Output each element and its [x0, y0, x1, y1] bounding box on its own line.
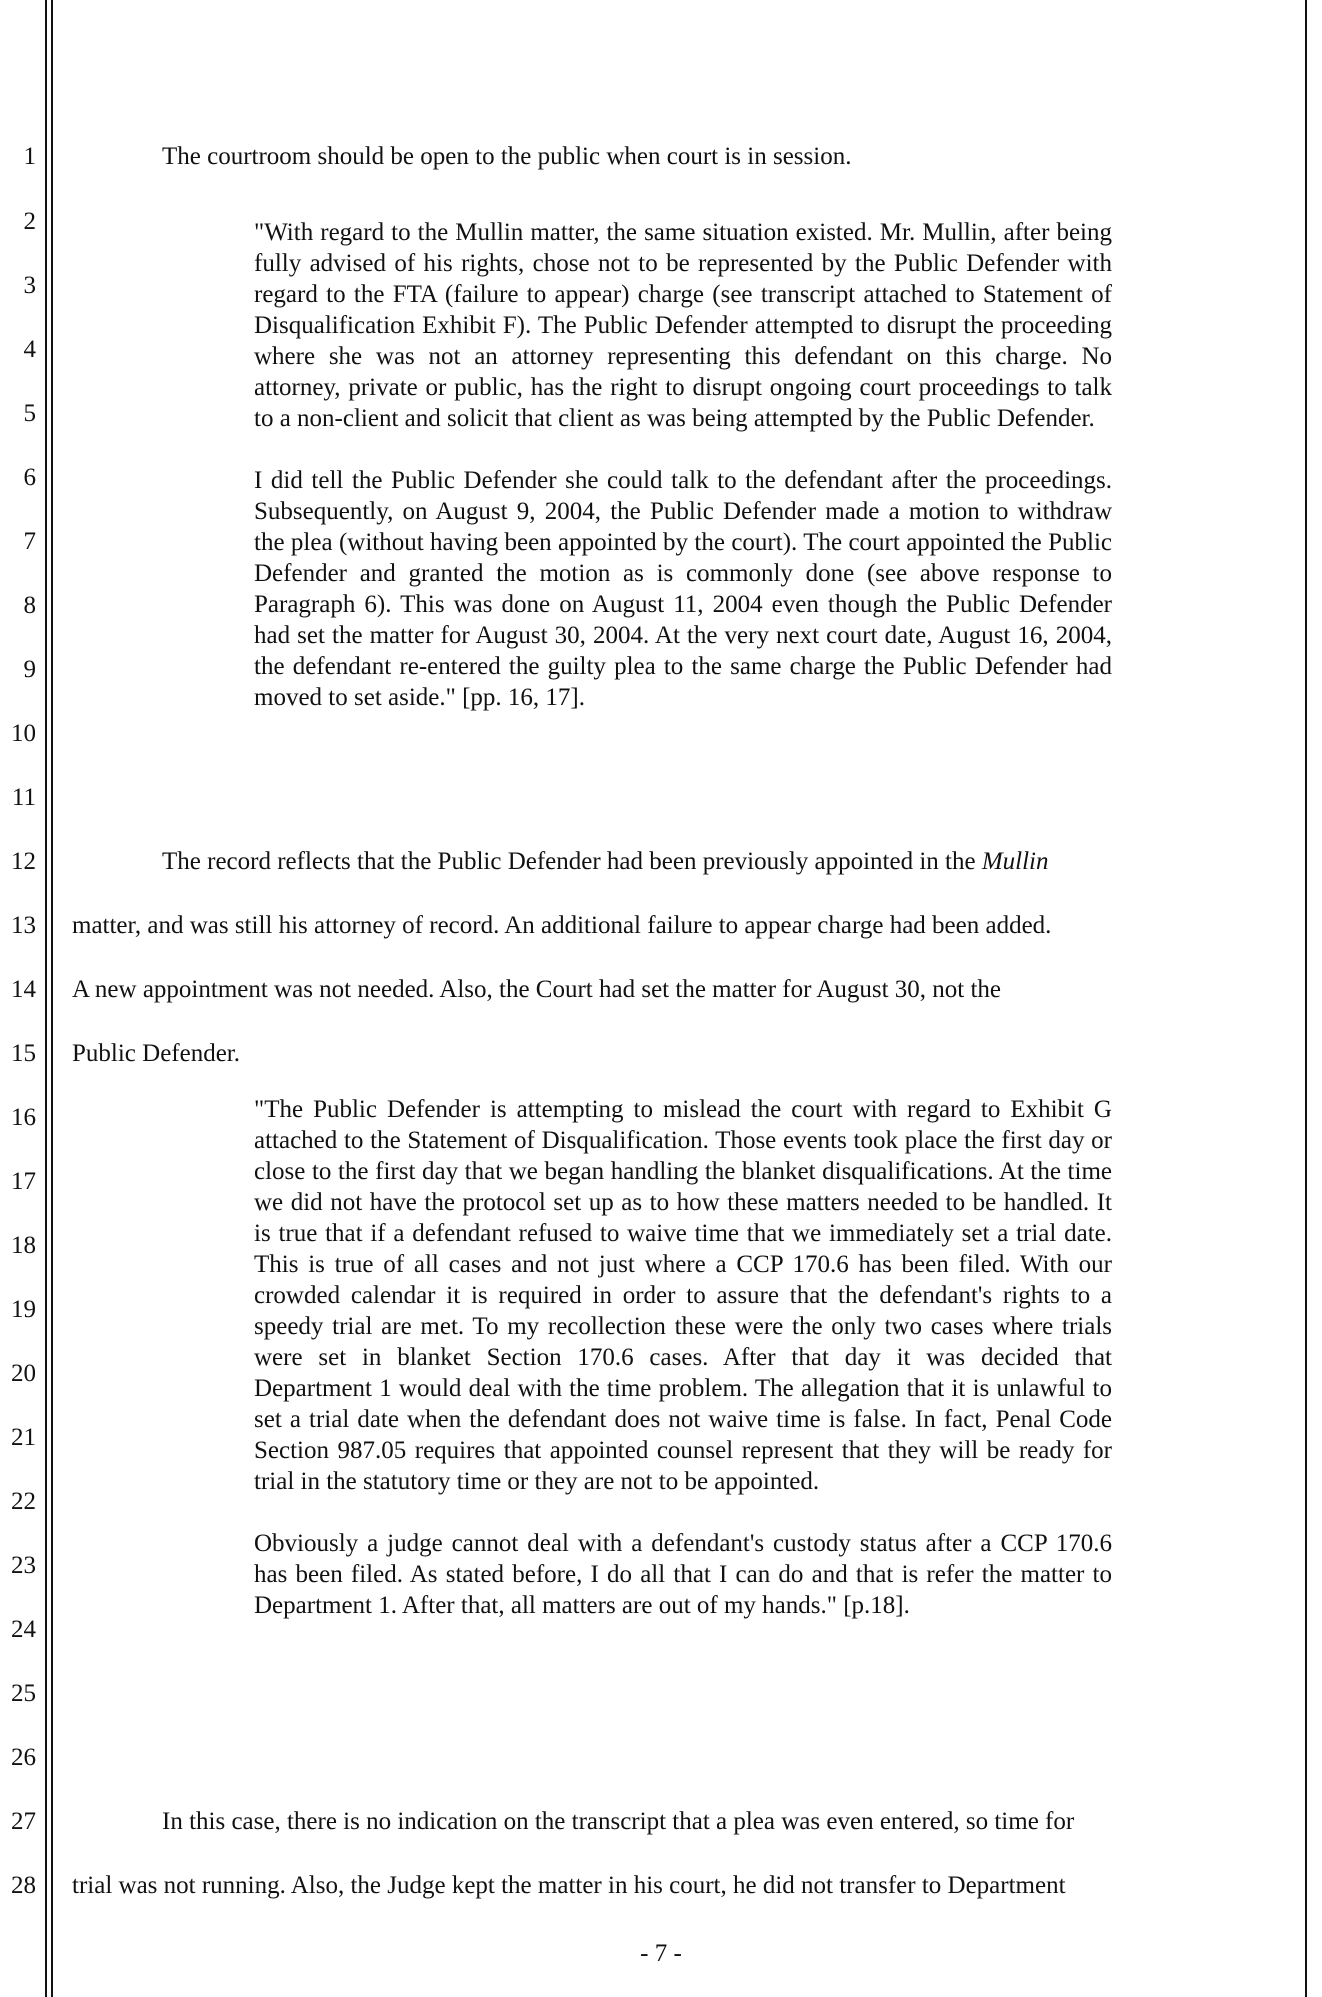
line-number: 13 [11, 912, 36, 939]
line-number: 4 [23, 336, 36, 363]
block-quote-exhibit-g [254, 1094, 1112, 1621]
quote-paragraph: "With regard to the Mullin matter, the same situation existed. Mr. Mullin, after being fully advised of his rights, chose not to be represented by the Public Defender with regard to the FTA (failure to appear) charge (see transcript attached to Statement of Disqualification Exhibit F). The Public Defender attempted to disrupt the proceeding where she was not an attorney representing this defendant on this charge. No attorney, private or public, has the right to disrupt ongoing court proceedings to talk to a non-client and solicit that client as was being attempted by the Public Defender. [254, 219, 1112, 432]
line-number: 9 [23, 656, 36, 683]
line-number: 10 [11, 720, 36, 747]
line-number: 6 [23, 464, 36, 491]
line-number: 23 [11, 1552, 36, 1579]
line-number: 25 [11, 1680, 36, 1707]
line-number: 22 [11, 1488, 36, 1515]
page-number: - 7 - [640, 1940, 682, 1967]
paragraph-transcript-line-1: In this case, there is no indication on the transcript that a plea was even entered, so time for [162, 1808, 1075, 1835]
case-name-italic: Mullin [981, 848, 1049, 875]
left-margin-rule-inner [51, 0, 53, 1997]
line-number: 20 [11, 1360, 36, 1387]
line-number: 3 [23, 272, 36, 299]
left-margin-rule [45, 0, 47, 1997]
line-number: 8 [23, 592, 36, 619]
paragraph-record-line-1 [72, 848, 1322, 876]
line-number: 21 [11, 1424, 36, 1451]
paragraph-transcript-line-2: trial was not running. Also, the Judge kept the matter in his court, he did not transfer to Department [72, 1872, 1066, 1899]
line-number: 2 [23, 208, 36, 235]
paragraph-record-line-2: matter, and was still his attorney of record. An additional failure to appear charge had been added. [72, 912, 1052, 939]
line-number: 1 [23, 143, 36, 170]
right-margin-rule [1305, 0, 1307, 1997]
line-number: 11 [11, 784, 36, 811]
line-number: 16 [11, 1104, 36, 1131]
line-number: 26 [11, 1744, 36, 1771]
line-number: 7 [23, 528, 36, 555]
quote-paragraph: "The Public Defender is attempting to mislead the court with regard to Exhibit G attached to the Statement of Disqualification. Those events took place the first day or close to the first day that we began handling the blanket disqualifications. At the time we did not have the protocol set up as to how these matters needed to be handled. It is true that if a defendant refused to waive time that we immediately set a trial date. This is true of all cases and not just where a CCP 170.6 has been filed. With our crowded calendar it is required in order to assure that the defendant's rights to a speedy trial are met. To my recollection these were the only two cases where trials were set in blanket Section 170.6 cases. After that day it was decided that Department 1 would deal with the time problem. The allegation that it is unlawful to set a trial date when the defendant does not waive time is false. In fact, Penal Code Section 987.05 requires that appointed counsel represent that they will be ready for trial in the statutory time or they are not to be appointed. [254, 1096, 1112, 1495]
paragraph-courtroom-open: The courtroom should be open to the public when court is in session. [162, 143, 852, 170]
line-number: 28 [11, 1872, 36, 1899]
quote-paragraph: Obviously a judge cannot deal with a defendant's custody status after a CCP 170.6 has been filed. As stated before, I do all that I can do and that is refer the matter to Department 1. After that, all matters are out of my hands." [p.18]. [254, 1530, 1112, 1619]
quote-paragraph: I did tell the Public Defender she could talk to the defendant after the proceedings. Subsequently, on August 9, 2004, the Public Defender made a motion to withdraw the plea (without having been appointed by the court). The court appointed the Public Defender and granted the motion as is commonly done (see above response to Paragraph 6). This was done on August 11, 2004 even though the Public Defender had set the matter for August 30, 2004. At the very next court date, August 16, 2004, the defendant re-entered the guilty plea to the same charge the Public Defender had moved to set aside." [pp. 16, 17]. [254, 467, 1112, 711]
line-number: 15 [11, 1040, 36, 1067]
line-number: 17 [11, 1168, 36, 1195]
paragraph-record-line-4: Public Defender. [72, 1040, 241, 1067]
line-number: 12 [11, 848, 36, 875]
paragraph-record-line-3: A new appointment was not needed. Also, the Court had set the matter for August 30, not the [72, 976, 1002, 1003]
line-number: 19 [11, 1296, 36, 1323]
line-number: 18 [11, 1232, 36, 1259]
block-quote-mullin [254, 217, 1112, 713]
line-number: 27 [11, 1808, 36, 1835]
line-number: 24 [11, 1616, 36, 1643]
line-number: 5 [23, 400, 36, 427]
line-number: 14 [11, 976, 36, 1003]
text-run: The record reflects that the Public Defender had been previously appointed in the [162, 848, 982, 875]
